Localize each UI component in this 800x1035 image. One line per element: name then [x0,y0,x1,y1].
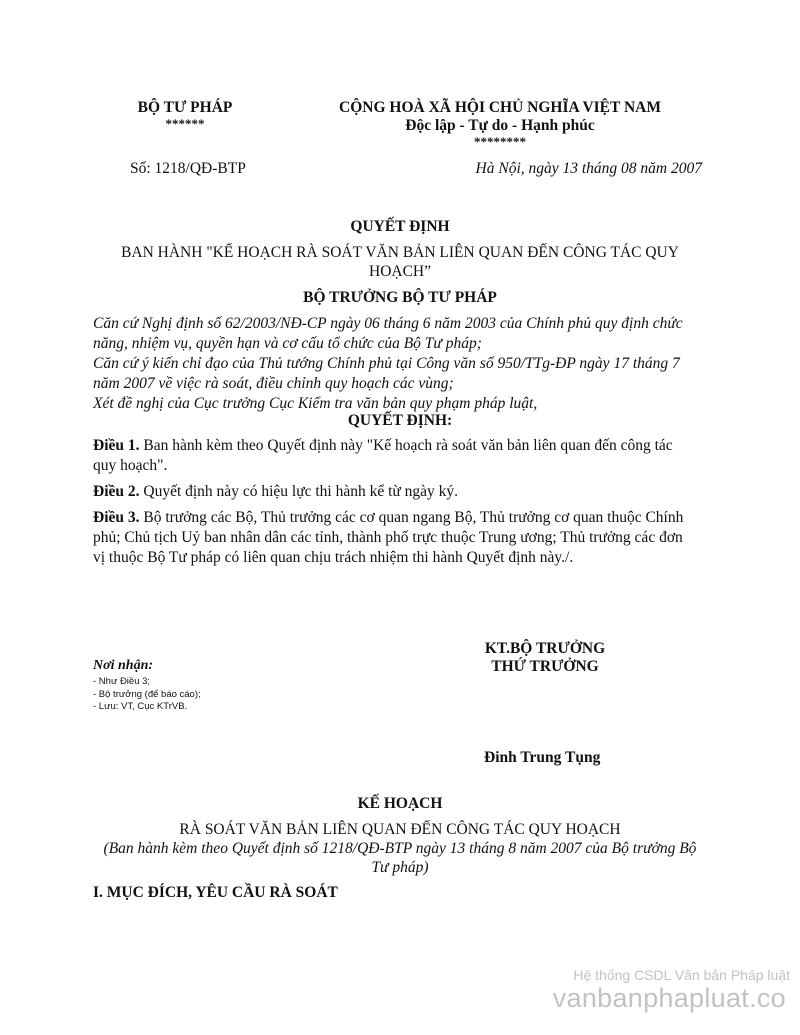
issuing-authority: BỘ TRƯỞNG BỘ TƯ PHÁP [303,289,497,306]
republic-name: CỘNG HOÀ XÃ HỘI CHỦ NGHĨA VIỆT NAM [339,99,661,116]
recipient-item: - Như Điều 3; [93,676,151,687]
plan-title: KẾ HOẠCH [357,795,443,812]
basis-line: Xét đề nghị của Cục trưởng Cục Kiểm tra văn bản quy phạm pháp luật, [93,395,538,412]
article-text: vị thuộc Bộ Tư pháp có liên quan chịu trách nhiệm thi hành Quyết định này./. [93,549,574,566]
article-2 [93,482,723,502]
article-text: Ban hành kèm theo Quyết định này "Kế hoạch rà soát văn bản liên quan đến công tác [139,437,673,454]
plan-note-line2: Tư pháp) [371,859,429,876]
plan-subtitle: RÀ SOÁT VĂN BẢN LIÊN QUAN ĐẾN CÔNG TÁC QUY HOẠCH [179,821,621,838]
basis-line: Căn cứ ý kiến chỉ đạo của Thủ tướng Chính phủ tại Công văn số 950/TTg-ĐP ngày 17 tháng 7 [93,355,680,372]
decides-heading: QUYẾT ĐỊNH: [347,412,453,429]
article-text: phủ; Chủ tịch Uỷ ban nhân dân các tỉnh, thành phố trực thuộc Trung ương; Thủ trưởng các đơn [93,529,683,546]
signer-title-1: KT.BỘ TRƯỞNG [484,640,606,657]
recipients-list [93,676,201,714]
basis-line: năm 2007 về việc rà soát, điều chỉnh quy hoạch các vùng; [93,375,454,392]
article-label: Điều 1. [93,437,140,454]
document-number: Số: 1218/QĐ-BTP [130,160,246,177]
national-motto: Độc lập - Tự do - Hạnh phúc [405,117,595,134]
ministry-stars: ****** [165,116,205,131]
ministry-name: BỘ TƯ PHÁP [137,99,233,116]
article-1 [93,436,723,476]
signer-name: Đinh Trung Tụng [484,749,601,766]
recipients-title: Nơi nhận: [93,658,154,673]
section-heading: I. MỤC ĐÍCH, YÊU CẦU RÀ SOÁT [93,884,338,901]
article-label: Điều 3. [93,509,140,526]
basis-line: Căn cứ Nghị định số 62/2003/NĐ-CP ngày 06 tháng 6 năm 2003 của Chính phủ quy định chức [93,315,683,332]
decision-title: QUYẾT ĐỊNH [350,218,450,235]
legal-bases [93,314,713,414]
article-text: Bộ trưởng các Bộ, Thủ trưởng các cơ quan ngang Bộ, Thủ trưởng cơ quan thuộc Chính [139,509,684,526]
recipient-item: - Lưu: VT, Cục KTrVB. [93,701,188,712]
decision-subject-line2: HOẠCH” [369,263,431,280]
article-text: Quyết định này có hiệu lực thi hành kể từ ngày ký. [139,483,459,500]
watermark-site: vanbanphapluat.co [552,983,786,1013]
article-3 [93,508,723,568]
motto-stars: ******** [474,134,526,149]
signer-title-2: THỨ TRƯỞNG [491,658,599,675]
article-label: Điều 2. [93,483,140,500]
watermark-caption: Hệ thống CSDL Văn bản Pháp luật [573,967,790,983]
place-date: Hà Nội, ngày 13 tháng 08 năm 2007 [475,160,702,177]
decision-subject-line1: BAN HÀNH "KẾ HOẠCH RÀ SOÁT VĂN BẢN LIÊN QUAN ĐẾN CÔNG TÁC QUY [121,244,679,261]
basis-line: năng, nhiệm vụ, quyền hạn và cơ cấu tổ chức của Bộ Tư pháp; [93,335,482,352]
article-text: quy hoạch". [93,457,168,474]
plan-note-line1: (Ban hành kèm theo Quyết định số 1218/QĐ-BTP ngày 13 tháng 8 năm 2007 của Bộ trưởng Bộ [103,840,697,857]
recipient-item: - Bộ trưởng (để báo cáo); [93,688,201,700]
